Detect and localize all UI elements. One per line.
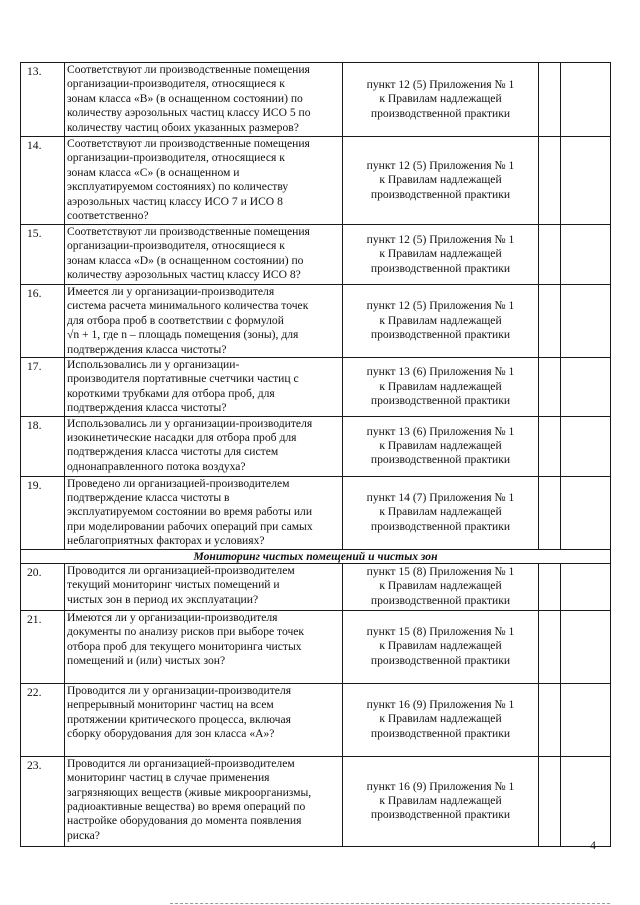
question-line: зонам класса «D» (в оснащенном состоянии) по: [67, 253, 304, 267]
question-line: аэрозольных частиц классу ИСО 7 и ИСО 8: [67, 194, 283, 208]
table-row: [21, 756, 611, 846]
question-line: количеству аэрозольных частиц классу ИСО 5 по: [67, 106, 311, 120]
question-line: √n + 1, где n – площадь помещения (зоны), для: [67, 328, 299, 342]
question-line: подтверждения класса чистоты?: [67, 342, 227, 356]
question-cell: [65, 563, 343, 610]
question-line: однонаправленного потока воздуха?: [67, 459, 246, 473]
question-line: изокинетические насадки для отбора проб для: [67, 431, 297, 445]
question-line: подтверждение класса чистоты в: [67, 491, 230, 505]
note-cell[interactable]: [561, 63, 611, 137]
row-number: 14.: [21, 137, 65, 225]
question-line: для отбора проб в соответствии с формулой: [67, 313, 284, 327]
reference-line: пункт 15 (8) Приложения № 1: [366, 565, 515, 579]
reference-line: пункт 14 (7) Приложения № 1: [366, 491, 515, 505]
table-row: [21, 63, 611, 137]
question-line: организации-производителя, относящиеся к: [67, 77, 285, 91]
question-line: риска?: [67, 828, 100, 842]
question-line: организации-производителя, относящиеся к: [67, 151, 285, 165]
reference-line: производственной практики: [370, 394, 511, 408]
table-row: [21, 416, 611, 476]
question-line: Имеется ли у организации-производителя: [67, 285, 275, 298]
reference-line: к Правилам надлежащей: [379, 712, 502, 726]
answer-cell[interactable]: [539, 416, 561, 476]
question-line: эксплуатируемом состояниях) по количеству: [67, 180, 289, 194]
question-cell: [65, 285, 343, 358]
reference-line: к Правилам надлежащей: [379, 793, 502, 807]
question-line: соответственно?: [67, 209, 149, 223]
question-line: зонам класса «С» (в оснащенном и: [67, 165, 240, 179]
question-line: Проводится ли организацией-производителем: [67, 756, 295, 770]
reference-line: пункт 13 (6) Приложения № 1: [366, 365, 515, 379]
checklist-rows-before-section: [21, 63, 611, 550]
reference-line: пункт 12 (5) Приложения № 1: [366, 77, 515, 91]
reference-cell: [343, 285, 539, 358]
question-line: настройке оборудования до момента появления: [67, 814, 302, 828]
reference-line: производственной практики: [370, 328, 511, 342]
reference-line: производственной практики: [370, 593, 511, 607]
reference-line: производственной практики: [370, 653, 511, 667]
answer-cell[interactable]: [539, 225, 561, 285]
row-number: 15.: [21, 225, 65, 285]
question-line: при моделировании рабочих операций при самых: [67, 519, 313, 533]
answer-cell[interactable]: [539, 63, 561, 137]
question-cell: [65, 225, 343, 285]
table-row: [21, 610, 611, 683]
reference-cell: [343, 63, 539, 137]
reference-cell: [343, 137, 539, 225]
note-cell[interactable]: [561, 137, 611, 225]
question-line: Соответствуют ли производственные помещения: [67, 137, 310, 150]
reference-line: к Правилам надлежащей: [379, 505, 502, 519]
reference-cell: [343, 563, 539, 610]
row-number: 18.: [21, 416, 65, 476]
reference-line: пункт 16 (9) Приложения № 1: [366, 779, 515, 793]
note-cell[interactable]: [561, 756, 611, 846]
reference-line: производственной практики: [370, 453, 511, 467]
question-line: радиоактивные вещества) во время операций по: [67, 799, 306, 813]
reference-line: производственной практики: [370, 726, 511, 740]
table-row: [21, 563, 611, 610]
question-line: Соответствуют ли производственные помещения: [67, 225, 310, 238]
reference-line: производственной практики: [370, 261, 511, 275]
answer-cell[interactable]: [539, 137, 561, 225]
question-cell: [65, 137, 343, 225]
section-title: Мониторинг чистых помещений и чистых зон: [21, 549, 611, 563]
answer-cell[interactable]: [539, 358, 561, 417]
note-cell[interactable]: [561, 358, 611, 417]
row-number: 19.: [21, 476, 65, 549]
table-row: [21, 476, 611, 549]
table-row: [21, 683, 611, 756]
row-number: 13.: [21, 63, 65, 137]
reference-line: пункт 12 (5) Приложения № 1: [366, 299, 515, 313]
reference-line: пункт 16 (9) Приложения № 1: [366, 698, 515, 712]
question-line: Использовались ли у организации-производителя: [67, 416, 313, 430]
question-cell: [65, 756, 343, 846]
table-row: [21, 285, 611, 358]
table-row: [21, 358, 611, 417]
answer-cell[interactable]: [539, 756, 561, 846]
row-number: 17.: [21, 358, 65, 417]
question-line: помещений и (или) чистых зон?: [67, 653, 226, 667]
row-number: 22.: [21, 683, 65, 756]
note-cell[interactable]: [561, 563, 611, 610]
question-cell: [65, 416, 343, 476]
reference-cell: [343, 756, 539, 846]
reference-line: к Правилам надлежащей: [379, 247, 502, 261]
question-line: непрерывный мониторинг частиц на всем: [67, 698, 274, 712]
reference-line: к Правилам надлежащей: [379, 579, 502, 593]
question-line: организации-производителя, относящиеся к: [67, 239, 285, 253]
answer-cell[interactable]: [539, 683, 561, 756]
question-line: Соответствуют ли производственные помещения: [67, 63, 310, 76]
reference-cell: [343, 476, 539, 549]
reference-line: к Правилам надлежащей: [379, 92, 502, 106]
reference-line: к Правилам надлежащей: [379, 313, 502, 327]
reference-line: к Правилам надлежащей: [379, 173, 502, 187]
note-cell[interactable]: [561, 476, 611, 549]
question-cell: [65, 63, 343, 137]
question-line: зонам класса «В» (в оснащенном состоянии) по: [67, 91, 303, 105]
reference-cell: [343, 610, 539, 683]
question-line: текущий мониторинг чистых помещений и: [67, 578, 280, 592]
note-cell[interactable]: [561, 225, 611, 285]
question-line: подтверждения класса чистоты?: [67, 401, 227, 415]
reference-line: производственной практики: [370, 106, 511, 120]
reference-cell: [343, 358, 539, 417]
reference-line: пункт 12 (5) Приложения № 1: [366, 232, 515, 246]
note-cell[interactable]: [561, 683, 611, 756]
question-line: чистых зон в период их эксплуатации?: [67, 592, 259, 606]
question-cell: [65, 358, 343, 417]
row-number: 23.: [21, 756, 65, 846]
row-number: 16.: [21, 285, 65, 358]
reference-cell: [343, 225, 539, 285]
answer-cell[interactable]: [539, 285, 561, 358]
question-cell: [65, 610, 343, 683]
row-number: 20.: [21, 563, 65, 610]
checklist-rows-after-section: [21, 563, 611, 846]
question-line: документы по анализу рисков при выборе точек: [67, 625, 305, 639]
question-line: Имеются ли у организации-производителя: [67, 610, 278, 624]
question-line: количеству аэрозольных частиц классу ИСО 8?: [67, 268, 301, 282]
reference-line: производственной практики: [370, 187, 511, 201]
table-row: [21, 225, 611, 285]
note-cell[interactable]: [561, 285, 611, 358]
question-line: короткими трубками для отбора проб, для: [67, 386, 275, 400]
question-cell: [65, 476, 343, 549]
note-cell[interactable]: [561, 416, 611, 476]
reference-cell: [343, 416, 539, 476]
checklist-table: [20, 62, 611, 847]
question-line: загрязняющих веществ (живые микроорганизмы,: [67, 785, 312, 799]
page-number: 4: [590, 838, 596, 852]
question-line: Проводится ли у организации-производителя: [67, 683, 292, 697]
reference-line: производственной практики: [370, 808, 511, 822]
reference-line: пункт 15 (8) Приложения № 1: [366, 625, 515, 639]
reference-cell: [343, 683, 539, 756]
reference-line: к Правилам надлежащей: [379, 438, 502, 452]
question-line: эксплуатируемом состоянии во время работы или: [67, 505, 313, 519]
question-line: производителя портативные счетчики частиц с: [67, 372, 299, 386]
question-line: Проводится ли организацией-производителем: [67, 563, 295, 577]
reference-line: пункт 12 (5) Приложения № 1: [366, 158, 515, 172]
question-line: сборку оборудования для зон класса «А»?: [67, 726, 275, 740]
question-line: подтверждения класса чистоты для систем: [67, 445, 279, 459]
question-line: неблагоприятных факторах и условиях?: [67, 534, 265, 548]
note-cell[interactable]: [561, 610, 611, 683]
question-line: Проведено ли организацией-производителем: [67, 476, 290, 490]
reference-line: к Правилам надлежащей: [379, 639, 502, 653]
reference-line: пункт 13 (6) Приложения № 1: [366, 424, 515, 438]
reference-line: производственной практики: [370, 519, 511, 533]
question-line: количеству частиц обоих указанных размеров?: [67, 120, 299, 134]
answer-cell[interactable]: [539, 610, 561, 683]
answer-cell[interactable]: [539, 563, 561, 610]
question-cell: [65, 683, 343, 756]
question-line: мониторинг частиц в случае применения: [67, 771, 270, 785]
table-row: [21, 137, 611, 225]
question-line: система расчета минимального количества точек: [67, 299, 309, 313]
reference-line: к Правилам надлежащей: [379, 379, 502, 393]
section-header-row: [21, 549, 611, 563]
question-line: Использовались ли у организации-: [67, 358, 240, 372]
question-line: отбора проб для текущего мониторинга чистых: [67, 639, 302, 653]
question-line: протяжении критического процесса, включая: [67, 712, 291, 726]
answer-cell[interactable]: [539, 476, 561, 549]
row-number: 21.: [21, 610, 65, 683]
